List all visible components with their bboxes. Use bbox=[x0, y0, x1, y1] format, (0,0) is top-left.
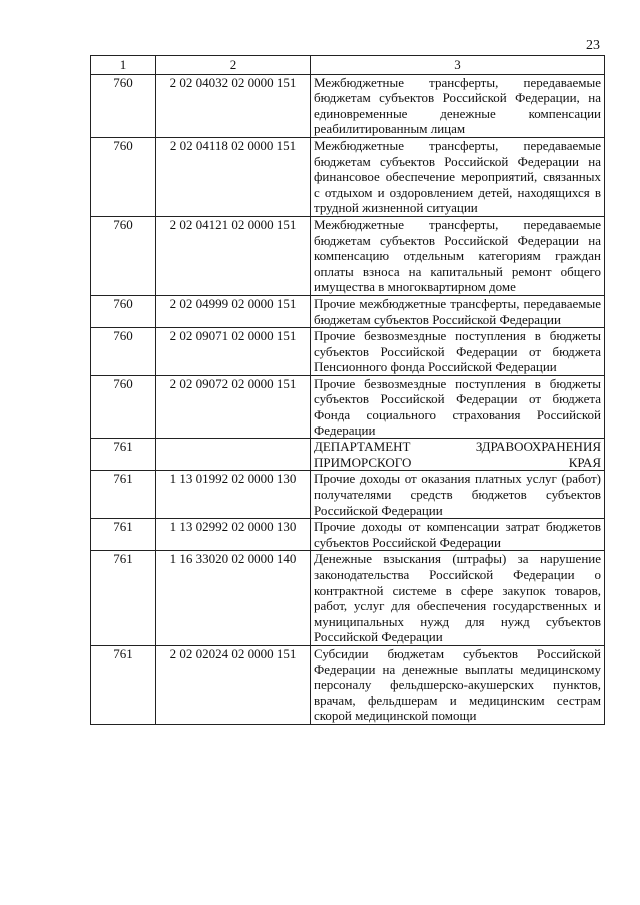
budget-code-cell: 2 02 04118 02 0000 151 bbox=[156, 137, 311, 216]
revenue-name-cell: Прочие межбюджетные трансферты, передаваемые бюджетам субъектов Российской Федерации bbox=[311, 295, 605, 327]
budget-code-cell: 2 02 04121 02 0000 151 bbox=[156, 216, 311, 295]
table-row bbox=[91, 551, 605, 646]
table-row bbox=[91, 328, 605, 376]
department-name-cell: ДЕПАРТАМЕНТ ЗДРАВООХРАНЕНИЯ ПРИМОРСКОГО КРАЯ bbox=[311, 439, 605, 471]
table-row bbox=[91, 295, 605, 327]
table-row bbox=[91, 375, 605, 438]
budget-code-cell: 1 13 01992 02 0000 130 bbox=[156, 471, 311, 519]
admin-code-cell: 760 bbox=[91, 137, 156, 216]
admin-code-cell: 761 bbox=[91, 439, 156, 471]
budget-code-cell: 2 02 04999 02 0000 151 bbox=[156, 295, 311, 327]
header-row bbox=[91, 56, 605, 75]
budget-code-cell: 2 02 04032 02 0000 151 bbox=[156, 74, 311, 137]
revenue-codes-table bbox=[90, 55, 605, 725]
admin-code-cell: 761 bbox=[91, 519, 156, 551]
table-row bbox=[91, 519, 605, 551]
admin-code-cell: 761 bbox=[91, 551, 156, 646]
column-header-1: 1 bbox=[91, 56, 156, 75]
admin-code-cell: 760 bbox=[91, 328, 156, 376]
revenue-name-cell: Субсидии бюджетам субъектов Российской Федерации на денежные выплаты медицинскому персоналу фельдшерско-акушерских пунктов, врачам, фельдшерам и медицинским сестрам скорой медицинской помощи bbox=[311, 645, 605, 724]
admin-code-cell: 760 bbox=[91, 295, 156, 327]
revenue-name-cell: Прочие доходы от оказания платных услуг (работ) получателями средств бюджетов субъектов Российской Федерации bbox=[311, 471, 605, 519]
column-header-2: 2 bbox=[156, 56, 311, 75]
budget-code-cell: 1 16 33020 02 0000 140 bbox=[156, 551, 311, 646]
admin-code-cell: 761 bbox=[91, 645, 156, 724]
budget-code-cell: 1 13 02992 02 0000 130 bbox=[156, 519, 311, 551]
budget-code-cell bbox=[156, 439, 311, 471]
table-row bbox=[91, 645, 605, 724]
budget-code-cell: 2 02 09071 02 0000 151 bbox=[156, 328, 311, 376]
revenue-name-cell: Денежные взыскания (штрафы) за нарушение законодательства Российской Федерации о контрактной системе в сфере закупок товаров, работ, услуг для обеспечения государственных и муниципальных нужд для нужд субъектов Российской Федерации bbox=[311, 551, 605, 646]
table-row bbox=[91, 216, 605, 295]
revenue-name-cell: Прочие безвозмездные поступления в бюджеты субъектов Российской Федерации от бюджета Пенсионного фонда Российской Федерации bbox=[311, 328, 605, 376]
admin-code-cell: 760 bbox=[91, 216, 156, 295]
revenue-name-cell: Межбюджетные трансферты, передаваемые бюджетам субъектов Российской Федерации, на единовременные денежные компенсации реабилитированным лицам bbox=[311, 74, 605, 137]
revenue-name-cell: Прочие безвозмездные поступления в бюджеты субъектов Российской Федерации от бюджета Фонда социального страхования Российской Федерации bbox=[311, 375, 605, 438]
admin-code-cell: 761 bbox=[91, 471, 156, 519]
table-row bbox=[91, 471, 605, 519]
budget-code-cell: 2 02 09072 02 0000 151 bbox=[156, 375, 311, 438]
budget-code-cell: 2 02 02024 02 0000 151 bbox=[156, 645, 311, 724]
admin-code-cell: 760 bbox=[91, 74, 156, 137]
table-row bbox=[91, 74, 605, 137]
revenue-name-cell: Прочие доходы от компенсации затрат бюджетов субъектов Российской Федерации bbox=[311, 519, 605, 551]
revenue-name-cell: Межбюджетные трансферты, передаваемые бюджетам субъектов Российской Федерации на финансовое обеспечение мероприятий, связанных с отдыхом и оздоровлением детей, находящихся в трудной жизненной ситуации bbox=[311, 137, 605, 216]
revenue-name-cell: Межбюджетные трансферты, передаваемые бюджетам субъектов Российской Федерации на компенсацию отдельным категориям граждан оплаты взноса на капитальный ремонт общего имущества в многоквартирном доме bbox=[311, 216, 605, 295]
admin-code-cell: 760 bbox=[91, 375, 156, 438]
department-row bbox=[91, 439, 605, 471]
page-number: 23 bbox=[586, 38, 600, 53]
table-row bbox=[91, 137, 605, 216]
column-header-3: 3 bbox=[311, 56, 605, 75]
